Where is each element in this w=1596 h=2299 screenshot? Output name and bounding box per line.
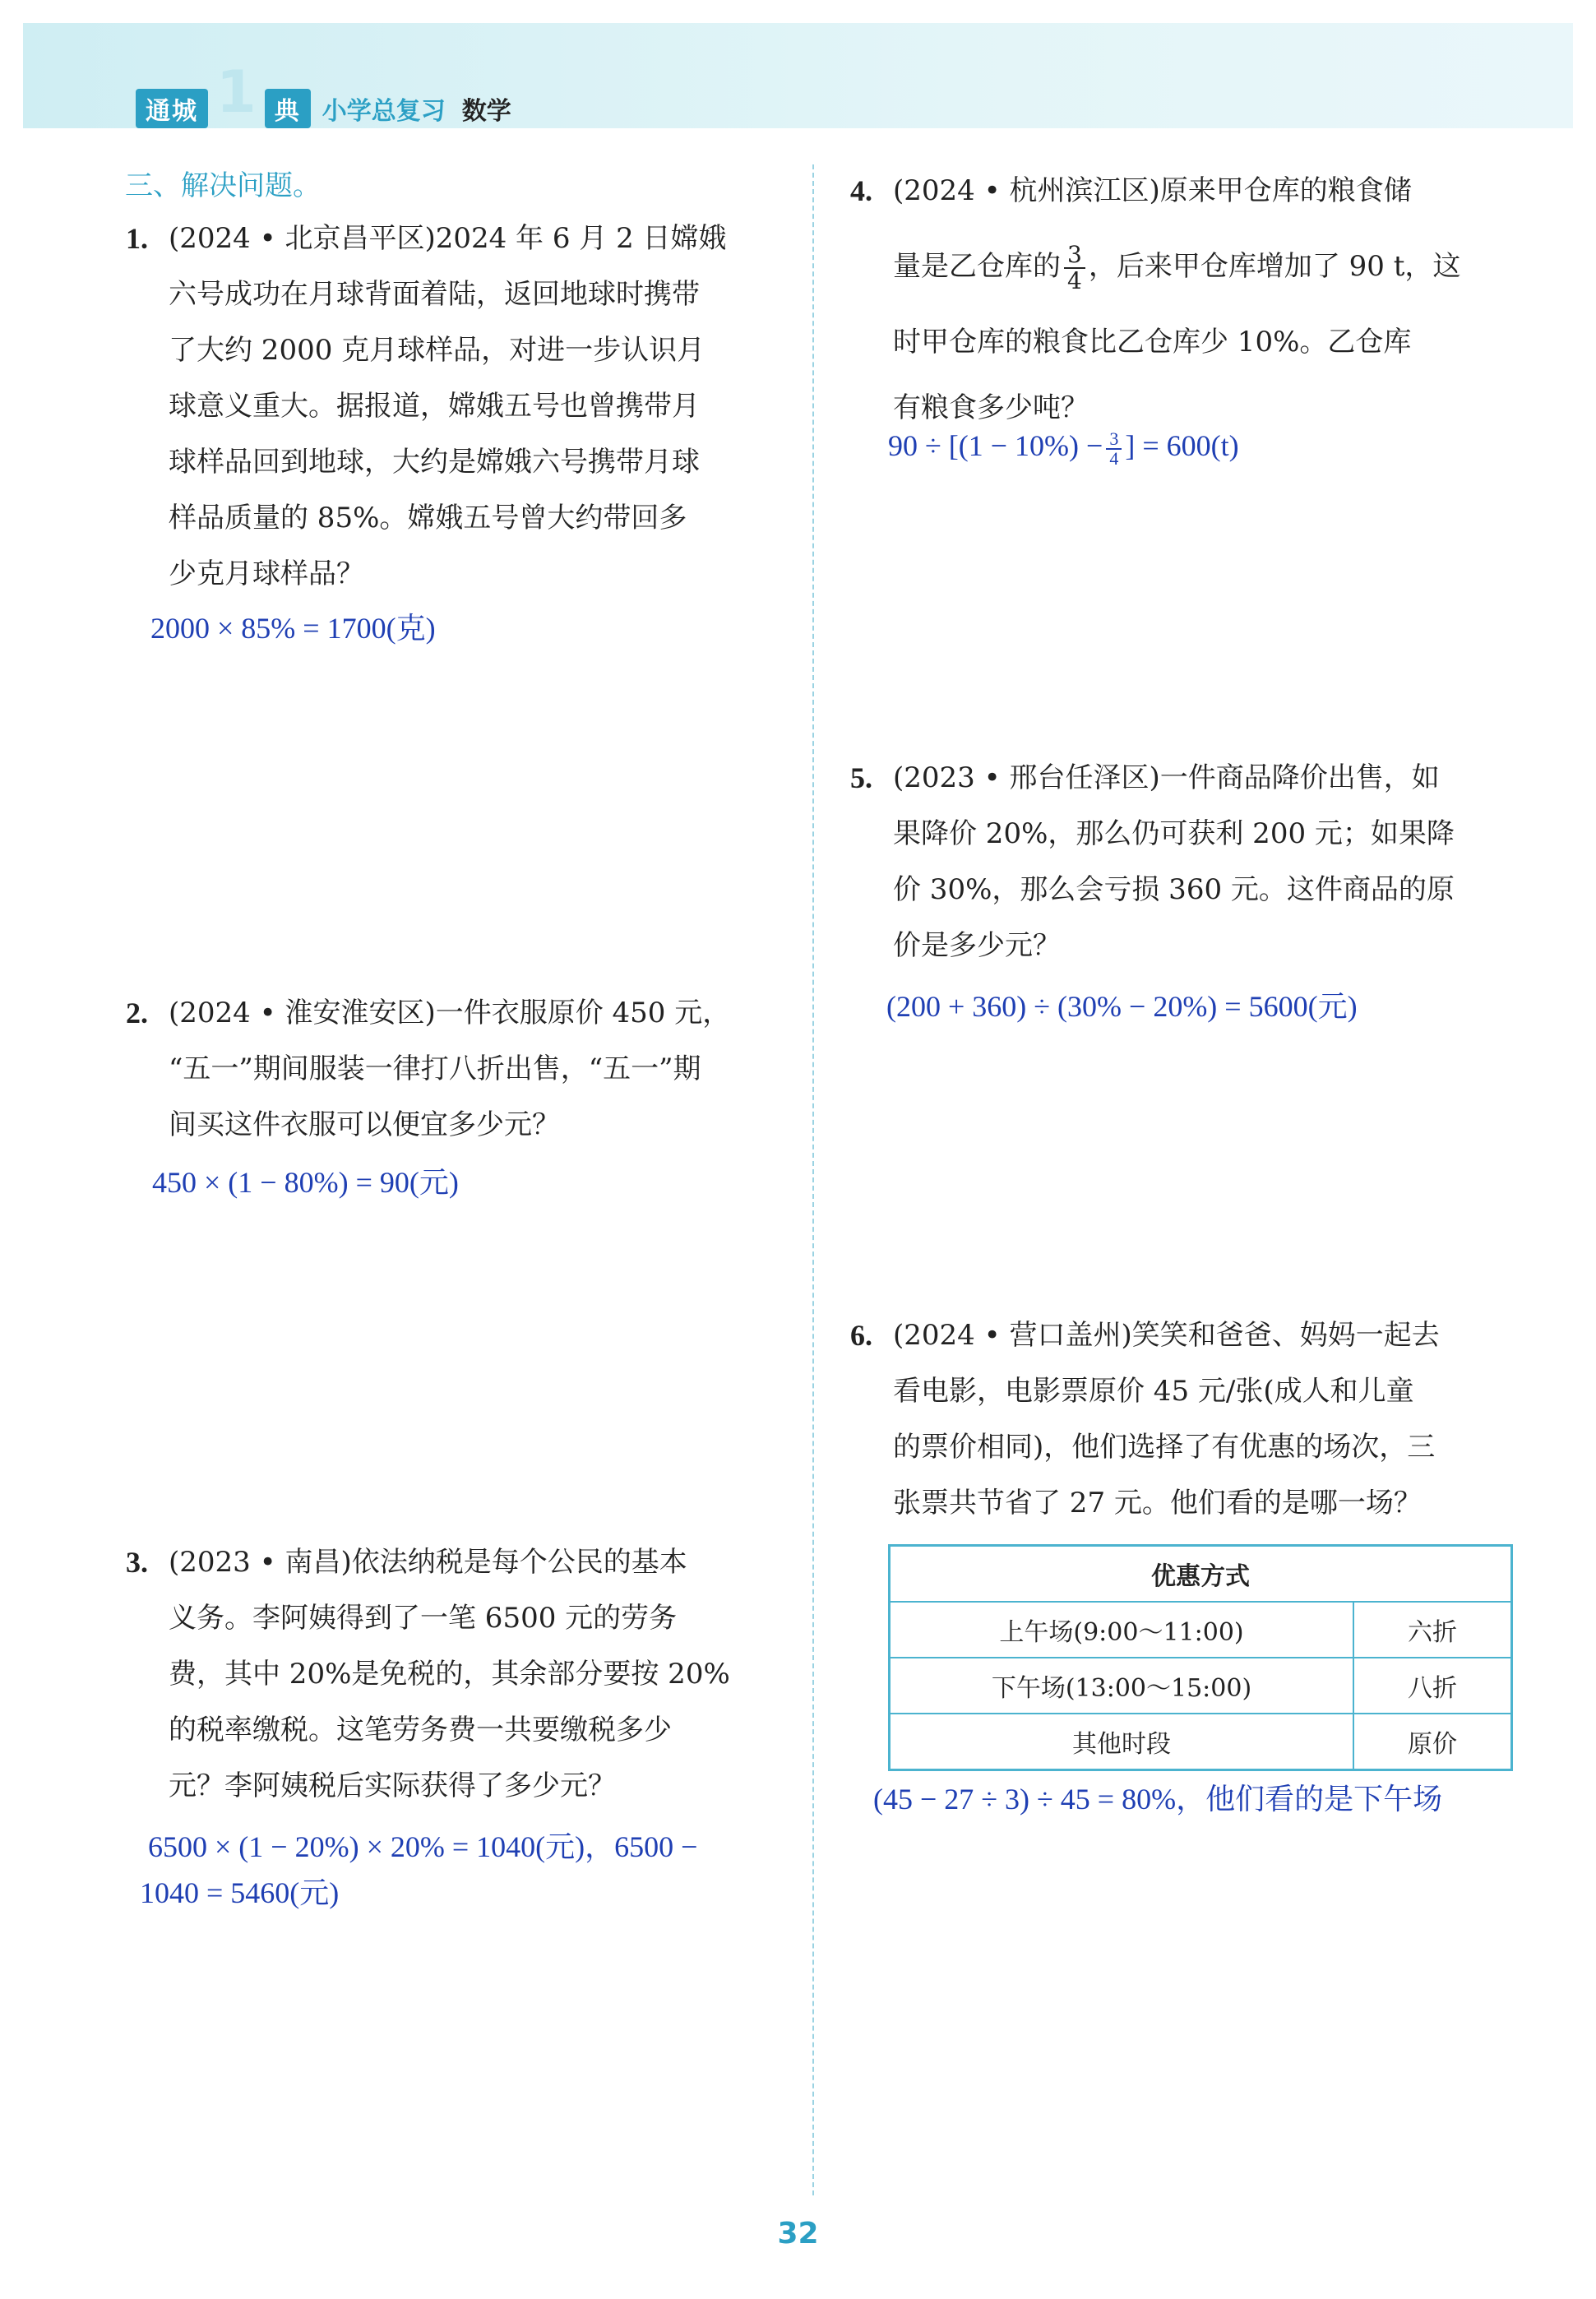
question-number: 5. [850,761,872,794]
fraction-denominator: 4 [1067,267,1082,294]
question-3 [126,1534,802,1814]
question-1 [126,210,802,602]
answer-3-line-1: 6500 × (1 − 20%) × 20% = 1040(元)，6500 − [148,1830,698,1863]
fraction [1106,430,1122,468]
question-line: 样品质量的 85%。嫦娥五号曾大约带回多 [169,502,687,534]
question-line: 义务。李阿姨得到了一笔 6500 元的劳务 [169,1602,678,1635]
question-line: 球样品回到地球，大约是嫦娥六号携带月球 [169,446,700,479]
answer-text: 90 ÷ [(1 − 10%) − [888,429,1103,462]
table-cell-discount: 八折 [1353,1658,1512,1714]
question-line: (2024 • 淮安淮安区)一件衣服原价 450 元， [169,997,731,1029]
question-line: 的票价相同)，他们选择了有优惠的场次，三 [893,1431,1436,1464]
column-divider [812,164,814,2195]
question-line: (2023 • 邢台任泽区)一件商品降价出售，如 [893,761,1440,794]
logo-badge: 通城 [136,89,208,128]
fraction-denominator: 4 [1109,447,1119,469]
answer-text: ] = 600(t) [1125,429,1239,462]
question-line: 价 30%，那么会亏损 360 元。这件商品的原 [893,873,1455,906]
question-line: 费，其中 20%是免税的，其余部分要按 20% [169,1658,730,1691]
question-text: 量是乙仓库的 [893,250,1061,283]
table-header: 优惠方式 [890,1546,1512,1603]
answer-1: 2000 × 85% = 1700(克) [150,612,436,645]
question-number: 6. [850,1319,872,1352]
book-logo [136,58,511,128]
question-line: 有粮食多少吨？ [893,391,1089,424]
question-line: 元？李阿姨税后实际获得了多少元？ [169,1769,616,1802]
question-line: 张票共节省了 27 元。他们看的是哪一场？ [893,1487,1422,1520]
question-line: 间买这件衣服可以便宜多少元？ [169,1108,560,1141]
question-text: ，后来甲仓库增加了 90 t，这 [1088,250,1461,283]
table-row [890,1714,1512,1770]
table-cell-discount: 六折 [1353,1602,1512,1658]
fraction-numerator: 3 [1106,430,1122,450]
question-number: 3. [126,1546,148,1579]
question-line [893,229,1534,304]
subject-title: 数学 [461,97,511,126]
question-line: (2023 • 南昌)依法纳税是每个公民的基本 [169,1546,687,1579]
table-row [890,1602,1512,1658]
question-line: 价是多少元？ [893,929,1061,962]
question-number: 2. [126,997,148,1029]
section-title: 三、解决问题。 [125,169,321,202]
fraction-numerator: 3 [1064,243,1085,269]
question-line: 六号成功在月球背面着陆，返回地球时携带 [169,278,700,311]
question-line: 的税率缴税。这笔劳务费一共要缴税多少 [169,1714,672,1746]
table-cell-time: 其他时段 [890,1714,1354,1770]
question-line: 球意义重大。据报道，嫦娥五号也曾携带月 [169,390,700,423]
question-5 [850,750,1534,974]
fraction [1064,243,1085,294]
answer-5: (200 + 360) ÷ (30% − 20%) = 5600(元) [886,990,1358,1023]
discount-table [888,1544,1513,1771]
series-title: 小学总复习 [322,97,446,126]
question-line: 果降价 20%，那么仍可获利 200 元；如果降 [893,817,1455,850]
question-line: 了大约 2000 克月球样品，对进一步认识月 [169,334,705,367]
question-number: 1. [126,222,148,255]
question-6 [850,1307,1534,1531]
question-line: 时甲仓库的粮食比乙仓库少 10%。乙仓库 [893,326,1412,358]
question-4 [850,153,1534,436]
question-line: 看电影，电影票原价 45 元/张(成人和儿童 [893,1375,1414,1408]
page-number: 32 [777,2217,819,2250]
answer-4 [888,423,1239,469]
answer-3-line-2: 1040 = 5460(元) [140,1876,340,1909]
question-line: (2024 • 杭州滨江区)原来甲仓库的粮食储 [893,174,1412,207]
table-cell-time: 上午场(9:00～11:00) [890,1602,1354,1658]
table-cell-discount: 原价 [1353,1714,1512,1770]
table-cell-time: 下午场(13:00～15:00) [890,1658,1354,1714]
logo-badge-2: 典 [265,89,311,128]
question-line: 少克月球样品？ [169,557,364,590]
question-2 [126,985,802,1153]
question-line: (2024 • 营口盖州)笑笑和爸爸、妈妈一起去 [893,1319,1440,1352]
answer-6: (45 − 27 ÷ 3) ÷ 45 = 80%，他们看的是下午场 [873,1783,1443,1816]
table-row [890,1658,1512,1714]
answer-2: 450 × (1 − 80%) = 90(元) [152,1166,459,1199]
question-line: “五一”期间服装一律打八折出售，“五一”期 [169,1052,701,1085]
question-line: (2024 • 北京昌平区)2024 年 6 月 2 日嫦娥 [169,222,727,255]
question-number: 4. [850,174,872,207]
logo-one: 1 [216,58,257,126]
table-header-row [890,1546,1512,1603]
